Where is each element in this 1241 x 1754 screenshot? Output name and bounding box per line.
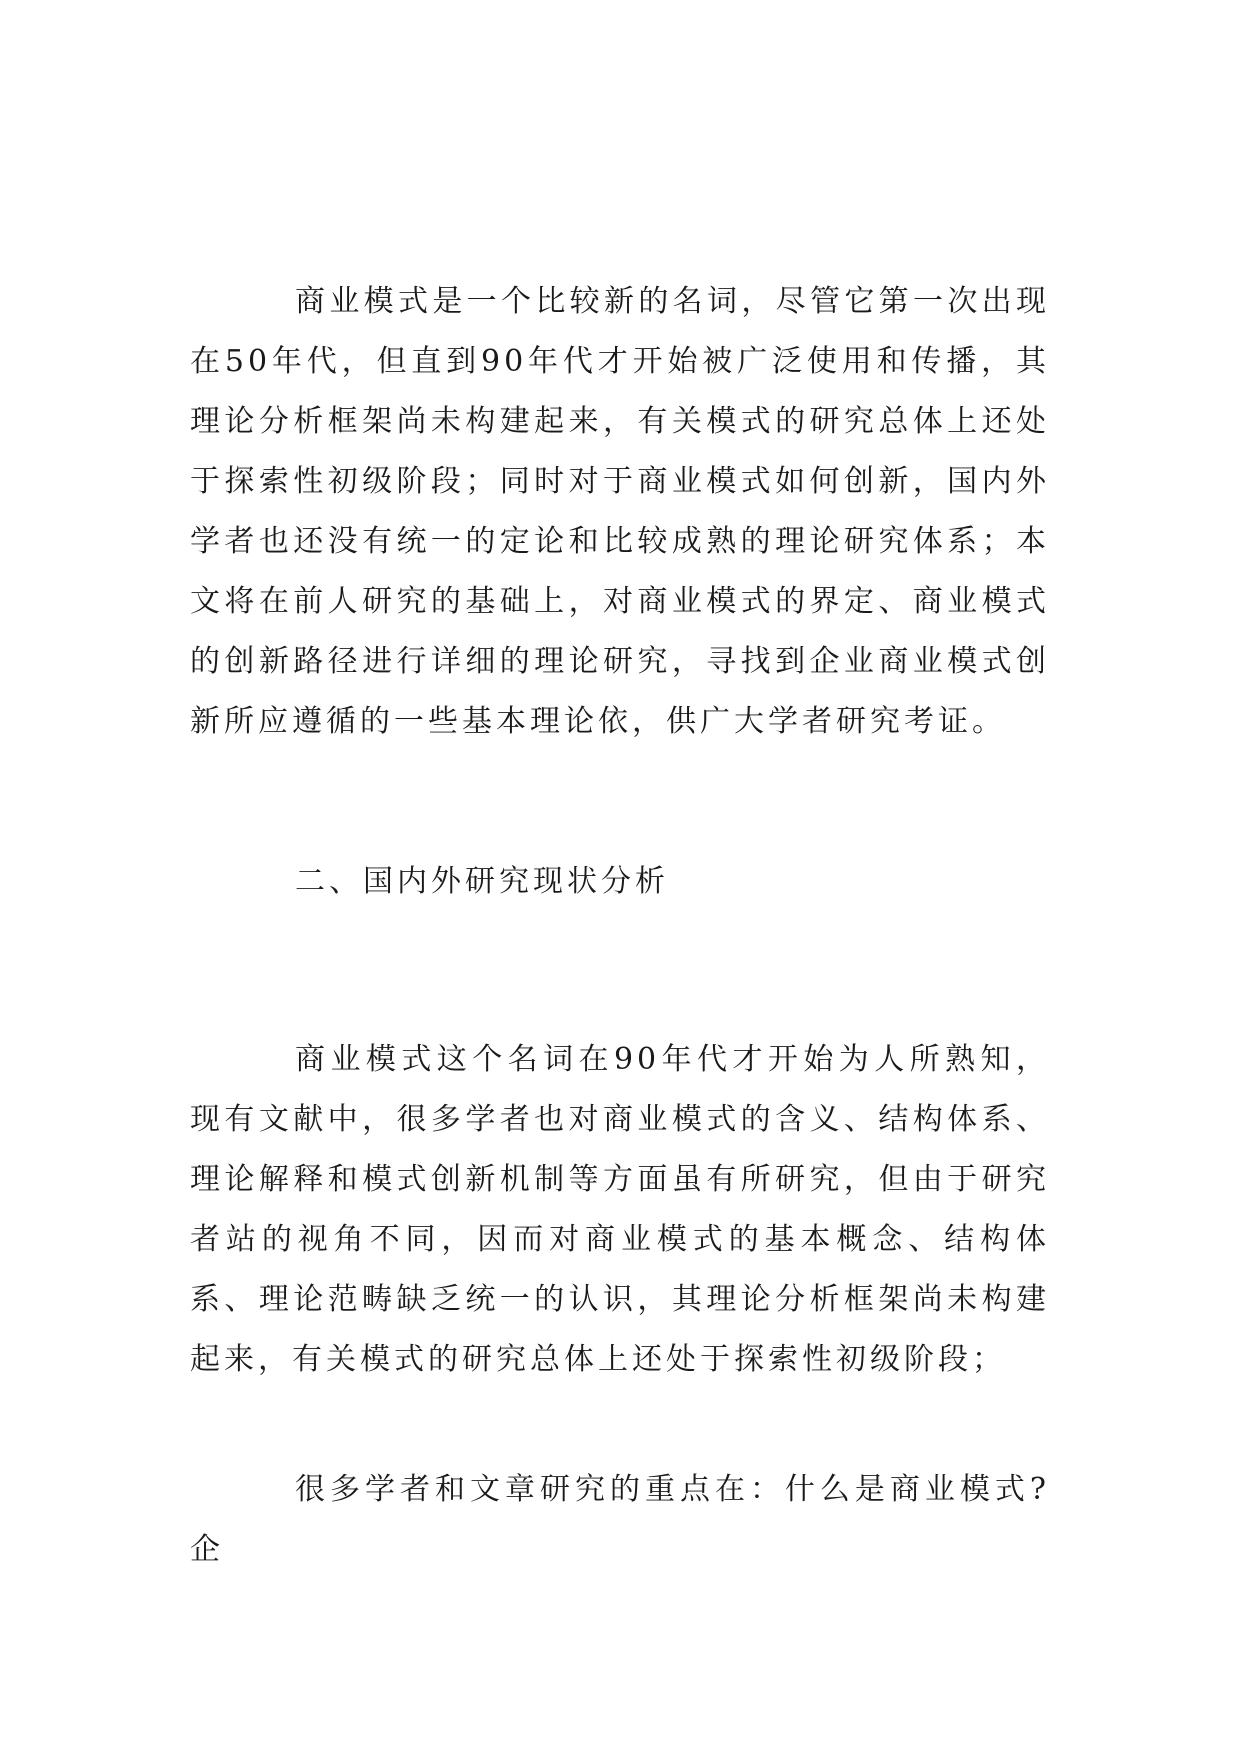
body-paragraph: 商业模式这个名词在90年代才开始为人所熟知，现有文献中，很多学者也对商业模式的含义、结构体系、理论解释和模式创新机制等方面虽有所研究，但由于研究者站的视角不同，因而对商业模式的基本概念、结构体系、理论范畴缺乏统一的认识，其理论分析框架尚未构建起来，有关模式的研究总体上还处于探索性初级阶段； bbox=[190, 1042, 1050, 1377]
body-paragraph: 很多学者和文章研究的重点在：什么是商业模式?企 bbox=[190, 1472, 1050, 1567]
section-heading: 二、国内外研究现状分析 bbox=[295, 864, 669, 899]
body-paragraph: 商业模式是一个比较新的名词，尽管它第一次出现在50年代，但直到90年代才开始被广泛使用和传播，其理论分析框架尚未构建起来，有关模式的研究总体上还处于探索性初级阶段；同时对于商业模式如何创新，国内外学者也还没有统一的定论和比较成熟的理论研究体系；本文将在前人研究的基础上，对商业模式的界定、商业模式的创新路径进行详细的理论研究，寻找到企业商业模式创新所应遵循的一些基本理论依，供广大学者研究考证。 bbox=[190, 284, 1050, 739]
